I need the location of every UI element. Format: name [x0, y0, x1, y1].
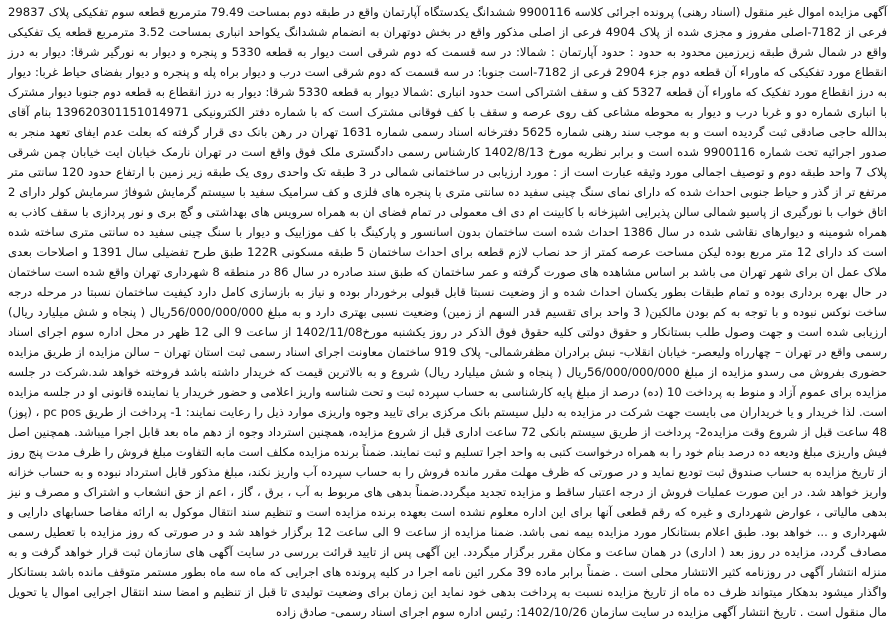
auction-notice-text: آگهی مزایده اموال غیر منقول (اسناد رهنی) پرونده اجرائی کلاسه 9900116 ششدانگ یکدستگاه آپارتمان واقع در طبقه دوم بمساحت 79.49 مترمربع قطعه سوم تفکیکی پلاک 29837 فرعی از 7182-اصلی مفروز و مجزی شده از پلاک 4904 فرعی از اصلی مذکور واقع در بخش دوتهران به انضمام ششدانگ یکواحد انباری بمساحت 3.52 مترمربع قطعه یک تفکیکی واقع در شمال شرق طبقه زیرزمین محدود به حدود : حدود آپارتمان : شمالا: در سه قسمت که دوم شرقی است دیوار به قطعه 5330 و پنجره و دیوار به نورگیر شرقا: دیوار به درز انقطاع مورد تفکیکی که ماوراء آن قطعه دوم جزء 2904 فرعی از 7182-است جنوبا: در سه قسمت که دوم شرقی است درب و دیوار براه پله و پنجره و دیوار بفضای حیاط غربا: دیوار به درز انقطاع مورد تفکیک که ماوراء آن قطعه 5327 کف و سقف اشتراکی است حدود انباری :شمالا دیوار به قطعه 5330 شرقا: دیوار به درز انقطاع به قطعه دوم جنوبا دیوار مشترک با انباری شماره دو و غربا درب و دیوار به محوطه مشاعی کف روی عرصه و سقف با کف فوقانی مشترک است که با شماره دفتر الکترونیکی 139620301151014971 بنام آقای بدالله حاجی صادقی ثبت گردیده است و به موجب سند رهنی شماره 5625 دفترخانه اسناد رسمی شماره 1631 تهران در رهن بانک دی قرار گرفته که بعلت عدم ایفای تعهد منجر به صدور اجرائیه تحت شماره 9900116 شده است و برابر نظریه مورخ 1402/8/13 کارشناس رسمی دادگستری ملک فوق واقع است در تهران نارمک خیابان ایت خیابان چمن شرقی پلاک 7 واحد طبقه دوم و توصیف اجمالی مورد وثیقه عبارت است از : مورد ارزیابی در ساختمانی شمالی در 3 طبقه تک واحدی روی یک طبقه زیر زمین با ارتفاع حدود 120 سانتی متر مرتفع تر از گذر و حیاط جنوبی احداث شده که دارای نمای سنگ چینی سفید ده سانتی متری با پنجره های فلزی و کف سرامیک سفید با سیستم گرمایش شوفاژ سرمایش کولر دارای 2 اتاق خواب با نورگیری از پاسیو شمالی سالن پذیرایی اشپزخانه با کابینت ام دی اف معمولی در تمام فضای ان به همراه سرویس های بهداشتی و گچ بری و نور پردازی با سقف کاذب به همراه شومینه و دیوارهای نقاشی شده در سال 1386 احداث شده است ساختمان بدون اسانسور و پارکینگ با کف موزاییک و دیوار با سنگ چینی سفید ده سانتی متری ساخته شده است کد دارای 12 متر مربع بوده لیکن مساحت عرصه کمتر از حد نصاب لازم قطعه برای احداث ساختمان 5 طبقه مسکونی 122R طبق طرح تفضیلی سال 1391 و اصلاحات بعدی ملاک عمل ان برای شهر تهران می باشد بر اساس مشاهده های صورت گرفته و عمر ساختمان که طبق سند صادره در سال 86 در منطقه 8 شهرداری تهران واقع شده است ساختمان در حال بهره برداری بوده و تمام طبقات بطور یکسان احداث شده و از وضعیت نسبتا قابل قبولی برخوردار بوده و نیاز به بازسازی کامل دارد کیفیت ساختمان نسبتا در مرحله درجه ساخت نوکس نبوده و با توجه به کم بودن مالکین( 3 واحد برای تقسیم قدر السهم از زمین) وضعیت نسبی بهتری دارد و به مبلغ 56/000/000/000ریال ( پنجاه و شش میلیارد ریال) ارزیابی شده است و جهت وصول طلب بستانکار و حقوق دولتی کلیه حقوق فوق الذکر در روز یکشنبه مورخ1402/11/08 از ساعت 9 الی 12 ظهر در محل اداره سوم اجرای اسناد رسمی واقع در تهران – چهارراه ولیعصر- خیابان انقلاب- نبش برادران مظفرشمالی- پلاک 919 ساختمان معاونت اجرای اسناد رسمی ثبت استان تهران – سالن مزایده از طریق مزایده حضوری بفروش می رسدو مزایده از مبلغ 56/000/000/000ریال ( پنجاه و شش میلیارد ریال) شروع و به بالاترین قیمت که خریدار داشته باشد فروخته خواهد شد.شرکت در جلسه مزایده برای عموم آزاد و منوط به پرداخت 10 (ده) درصد از مبلغ پایه کارشناسی به حساب سپرده ثبت و تحت شناسه واریز اعلامی و حضور خریدار یا نماینده قانونی او در جلسه مزایده است. لذا خریدار و یا خریداران می بایست جهت شرکت در مزایده به دلیل سیستم بانک مرکزی برای تایید وجوه واریزی موارد ذیل را رعایت نمایند: 1- پرداخت از طریق pc pos ، (پوز) 48 ساعت قبل از شروع وقت مزایده2- پرداخت از طریق سیستم بانکی 72 ساعت اداری قبل از شروع مزایده، همچنین استرداد وجوه از دهم ماه بعد قابل اجرا میباشد. همچنین اصل فیش واریزی مبلغ ودیعه ده درصد بنام خود را به همراه درخواست کتبی به واحد اجرا تسلیم و ثبت نمایند. ضمناً برنده مزایده مکلف است مابه التفاوت مبلغ فروش را ظرف مدت پنج روز از تاریخ مزایده به حساب صندوق ثبت تودیع نماید و در صورتی که ظرف مهلت مقرر مانده فروش را به حساب سپرده آب واریز نکند، مبلغ مذکور قابل استرداد نبوده و به حساب خزانه واریز خواهد شد. در این صورت عملیات فروش از درجه اعتبار ساقط و مزایده تجدید میگردد.ضمناً بدهی های مربوط به آب ، برق ، گاز ، اعم از حق انشعاب و اشتراک و مصرف و نیز بدهی مالیاتی ، عوارض شهرداری و غیره که رقم قطعی آنها برای این اداره معلوم نشده است بعهده برنده مزایده است و تنظیم سند انتقال موکول به ارائه مفاصا حسابهای دارایی و شهرداری و ... خواهد بود. طبق اعلام بستانکار مورد مزایده بیمه نمی باشد. ضمنا مزایده از ساعت 9 الی ساعت 12 برگزار خواهد شد و در صورتی که روز مزایده با تعطیل رسمی مصادف گردد، مزایده در روز بعد ( اداری) در همان ساعت و مکان مقرر برگزار میگردد. این آگهی پس از تایید قرائت بررسی در سایت آگهی های سازمان ثبت قرار خواهد گرفت و به منزله انتشار آگهی در روزنامه کثیر الانتشار محلی است . ضمناً برابر ماده 39 مکرر ائین نامه اجرا در کلیه پرونده های اجرایی که ماه سه ماه بطور مستمر متوقف مانده باشد بستانکار واگذار میشود بدهکار میتواند ظرف ده ماه از تاریخ مزایده نسبت به پرداخت بدهی خود نماید این زمان برای وضعیت تولیدی تا قبل از تنظیم و امضا سند انتقال اجرایی اموال یا تحویل مال منقول است . تاریخ انتشار آگهی مزایده در سایت سازمان 1402/10/26: رئیس اداره سوم اجرای اسناد رسمی- صادق زاده [8, 5, 888, 619]
